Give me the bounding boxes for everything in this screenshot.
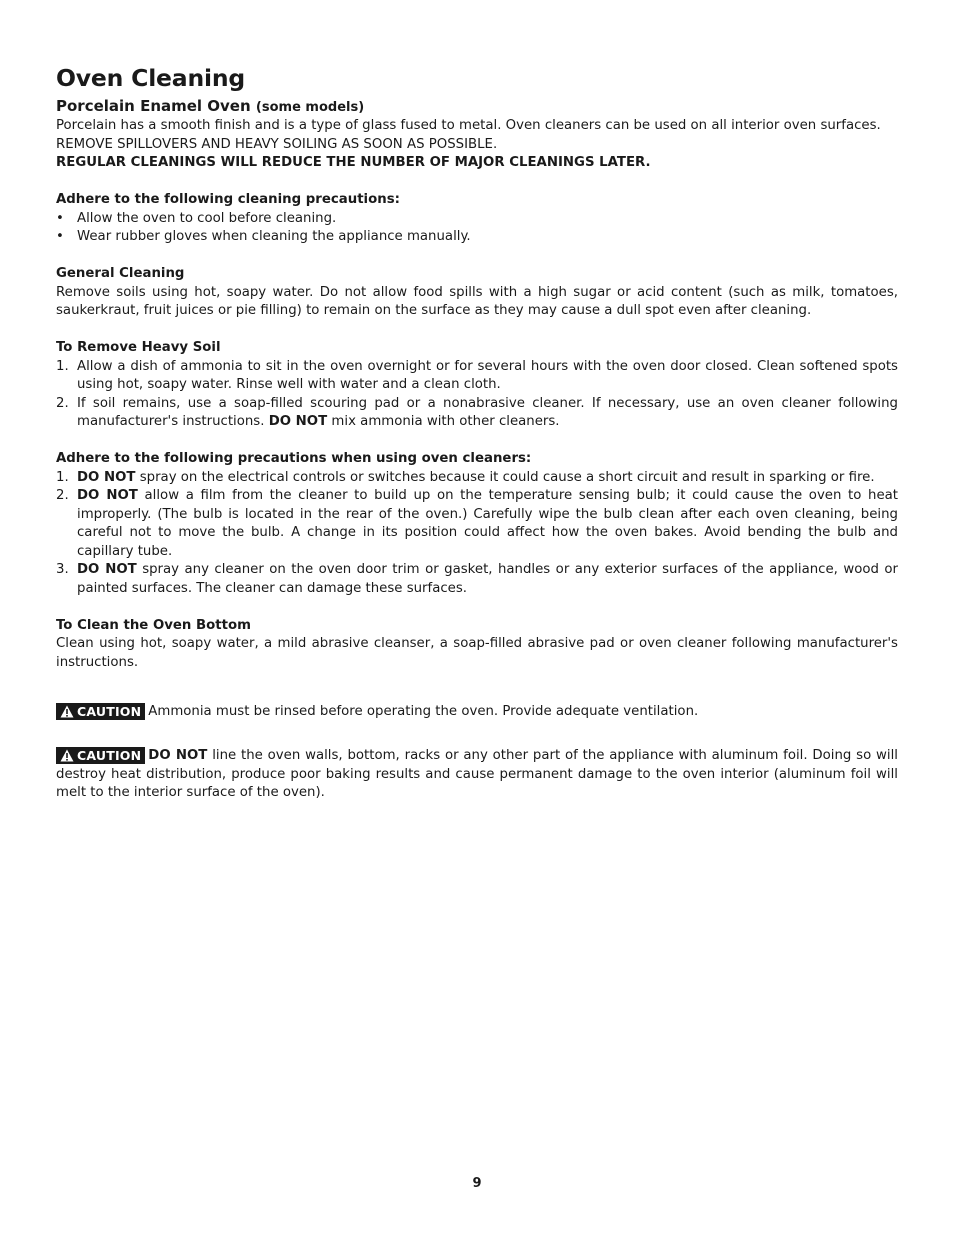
list-item xyxy=(56,228,898,247)
caution-aluminum-foil xyxy=(56,747,898,803)
list-item xyxy=(56,395,898,432)
list-item xyxy=(56,561,898,598)
caution-text: Ammonia must be rinsed before operating the oven. Provide adequate ventilation. xyxy=(148,703,699,719)
heavy-soil-heading: To Remove Heavy Soil xyxy=(56,340,221,356)
porcelain-heading-note: (some models) xyxy=(255,100,365,116)
list-item xyxy=(56,210,898,229)
precautions-heading: Adhere to the following cleaning precautions: xyxy=(56,192,400,208)
caution-label xyxy=(56,747,145,764)
list-item-text: allow a film from the cleaner to build up on the temperature sensing bulb; it could cause the oven to heat improperly. (The bulb is located in the rear of the oven.) Carefully wipe the bulb clean after each oven cleaning, being careful not to move the bulb. A change in its position could affect how the oven bakes. Avoid bending the bulb and capillary tube. xyxy=(77,488,898,559)
list-item-text: Wear rubber gloves when cleaning the appliance manually. xyxy=(77,229,471,245)
do-not-emphasis: DO NOT xyxy=(77,469,136,485)
caution-text: line the oven walls, bottom, racks or any other part of the appliance with aluminum foil. Doing so will destroy heat distribution, produce poor baking results and cause permanent damage to the oven interior (aluminum foil will melt to the interior surface of the oven). xyxy=(56,748,898,801)
porcelain-remove-line: REMOVE SPILLOVERS AND HEAVY SOILING AS SOON AS POSSIBLE. xyxy=(56,136,498,152)
oven-cleaners-heading: Adhere to the following precautions when using oven cleaners: xyxy=(56,451,532,467)
list-item-text: spray any cleaner on the oven door trim or gasket, handles or any exterior surfaces of the appliance, wood or painted surfaces. The cleaner can damage these surfaces. xyxy=(77,562,898,596)
do-not-emphasis: DO NOT xyxy=(268,414,328,430)
list-item xyxy=(56,358,898,395)
warning-triangle-icon xyxy=(60,705,74,718)
caution-label xyxy=(56,703,145,720)
list-number: 3. xyxy=(56,562,69,578)
porcelain-intro: Porcelain has a smooth finish and is a type of glass fused to metal. Oven cleaners can be used on all interior oven surfaces. xyxy=(56,118,881,134)
porcelain-heading xyxy=(56,97,898,117)
page-content xyxy=(56,64,898,803)
page-number: 9 xyxy=(472,1176,482,1191)
list-number: 2. xyxy=(56,395,69,411)
page-title: Oven Cleaning xyxy=(56,64,245,92)
warning-triangle-icon xyxy=(60,749,74,762)
bullet-marker: • xyxy=(56,210,64,226)
list-number: 1. xyxy=(56,358,69,374)
list-item xyxy=(56,487,898,561)
general-cleaning-text: Remove soils using hot, soapy water. Do not allow food spills with a high sugar or acid content (such as milk, tomatoes, saukerkraut, fruit juices or pie filling) to remain on the surface as they may cause a dull spot even after cleaning. xyxy=(56,284,898,319)
caution-label-text: CAUTION xyxy=(77,748,142,764)
precautions-list xyxy=(56,210,898,247)
list-item-text: Allow a dish of ammonia to sit in the oven overnight or for several hours with the oven door closed. Clean softened spots using hot, soapy water. Rinse well with water and a clean cloth. xyxy=(77,358,898,393)
list-number: 1. xyxy=(56,469,69,485)
general-cleaning-heading: General Cleaning xyxy=(56,266,185,282)
list-item-text: Allow the oven to cool before cleaning. xyxy=(77,210,337,226)
list-item xyxy=(56,469,898,488)
heavy-soil-list xyxy=(56,358,898,432)
caution-ammonia xyxy=(56,703,898,722)
do-not-emphasis: DO NOT xyxy=(148,748,208,764)
bullet-marker: • xyxy=(56,229,64,245)
caution-label-text: CAUTION xyxy=(77,703,142,719)
oven-bottom-text: Clean using hot, soapy water, a mild abrasive cleanser, a soap-filled abrasive pad or oven cleaner following manufacturer's instructions. xyxy=(56,636,898,670)
list-item-text: If soil remains, use a soap-filled scouring pad or a nonabrasive cleaner. If necessary, use an oven cleaner following manufacturer's instructions. xyxy=(77,395,898,430)
porcelain-regular-line: REGULAR CLEANINGS WILL REDUCE THE NUMBER OF MAJOR CLEANINGS LATER. xyxy=(56,155,651,171)
list-number: 2. xyxy=(56,488,69,504)
oven-bottom-heading: To Clean the Oven Bottom xyxy=(56,617,251,633)
porcelain-heading-text: Porcelain Enamel Oven xyxy=(56,97,251,116)
do-not-emphasis: DO NOT xyxy=(77,488,138,504)
list-item-text: mix ammonia with other cleaners. xyxy=(331,414,560,430)
do-not-emphasis: DO NOT xyxy=(77,562,137,578)
oven-cleaners-list xyxy=(56,469,898,599)
list-item-text: spray on the electrical controls or switches because it could cause a short circuit and result in sparking or fire. xyxy=(139,469,875,485)
